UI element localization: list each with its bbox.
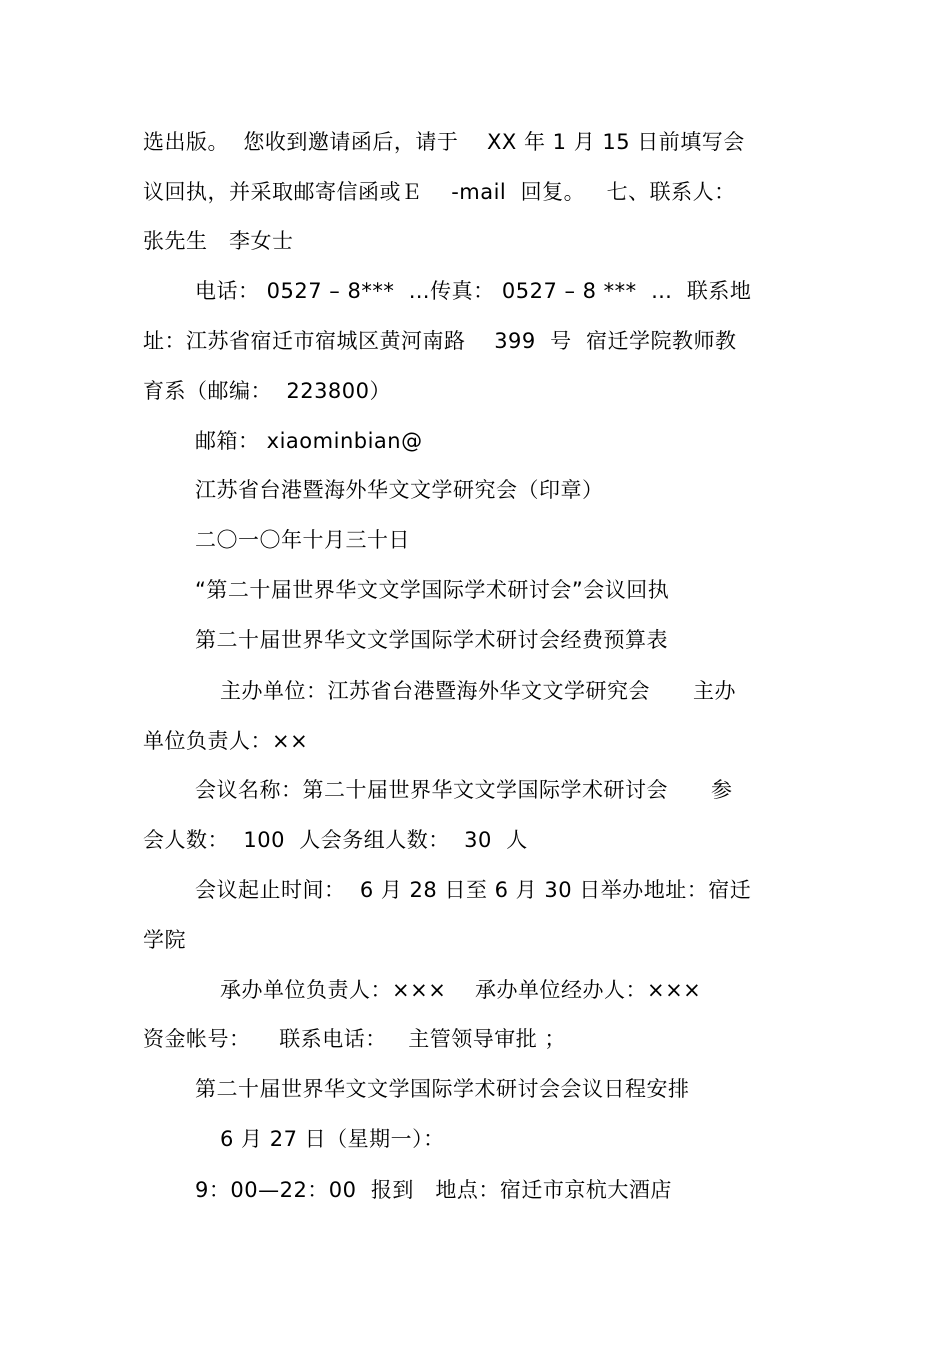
text-line: 址：江苏省宿迁市宿城区黄河南路 399 号 宿迁学院教师教	[143, 329, 737, 353]
schedule-item: 9：00—22：00 报到 地点：宿迁市京杭大酒店	[195, 1178, 672, 1202]
section-heading: 第二十届世界华文文学国际学术研讨会经费预算表	[195, 628, 668, 652]
section-heading: “第二十届世界华文文学国际学术研讨会”会议回执	[195, 578, 670, 602]
text-line: 单位负责人：××	[143, 729, 309, 753]
text-line: 选出版。 您收到邀请函后，请于 XX 年 1 月 15 日前填写会	[143, 130, 745, 154]
text-line: 会人数： 100 人会务组人数： 30 人	[143, 828, 528, 852]
text-line: 张先生 李女士	[143, 229, 294, 253]
email-line: 邮箱： xiaominbian@	[195, 429, 423, 453]
schedule-day: 6 月 27 日（星期一）：	[220, 1127, 445, 1151]
organization-seal-line: 江苏省台港暨海外华文文学研究会（印章）	[195, 478, 604, 502]
text-line: 承办单位负责人：××× 承办单位经办人：×××	[220, 978, 702, 1002]
text-line: 资金帐号： 联系电话： 主管领导审批 ；	[143, 1027, 566, 1051]
date-line: 二〇一〇年十月三十日	[195, 528, 410, 552]
text-line: 会议名称：第二十届世界华文文学国际学术研讨会 参	[195, 778, 733, 802]
text-line: 电话： 0527 – 8*** …传真： 0527 – 8 *** … 联系地	[195, 279, 752, 303]
text-line: 学院	[143, 928, 186, 952]
section-heading: 第二十届世界华文文学国际学术研讨会会议日程安排	[195, 1077, 690, 1101]
text-line: 主办单位：江苏省台港暨海外华文文学研究会 主办	[220, 679, 737, 703]
text-line: 育系（邮编： 223800）	[143, 379, 392, 403]
text-line: 会议起止时间： 6 月 28 日至 6 月 30 日举办地址：宿迁	[195, 878, 752, 902]
text-line: 议回执，并采取邮寄信函或Ｅ -mail 回复。 七、联系人：	[143, 180, 736, 204]
